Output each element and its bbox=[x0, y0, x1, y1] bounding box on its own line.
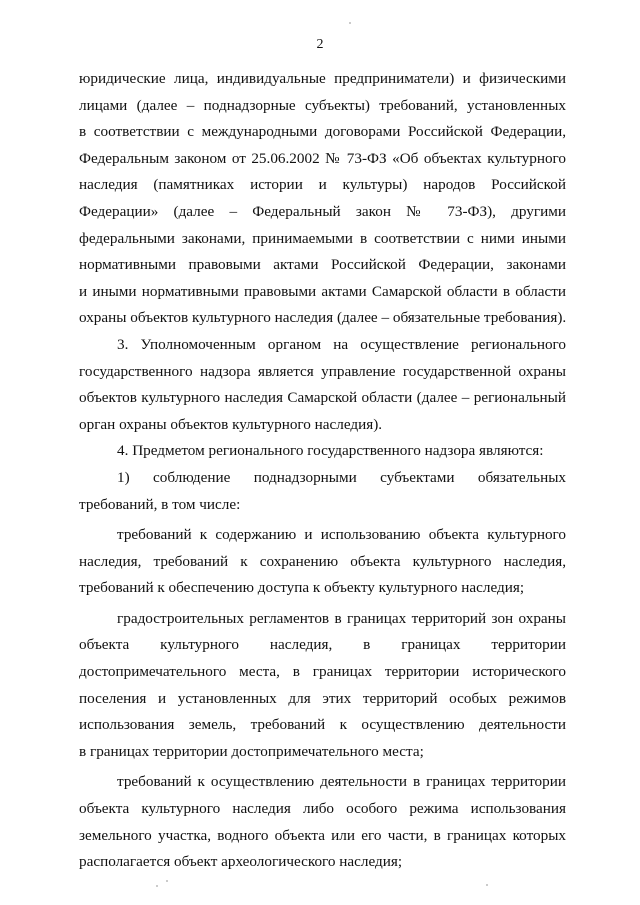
scan-artifact bbox=[349, 22, 351, 24]
paragraph-item-4 bbox=[79, 438, 566, 465]
paragraph-activity-requirements bbox=[79, 769, 566, 875]
text-line: требований к осуществлению деятельности в границах территории bbox=[117, 773, 566, 791]
text-line: в соответствии с международными договорами Российской Федерации, bbox=[79, 123, 566, 141]
text-line: лицами (далее – поднадзорные субъекты) требований, установленных bbox=[79, 96, 566, 114]
text-line: требований, в том числе: bbox=[79, 495, 241, 513]
text-line: располагается объект археологического наследия; bbox=[79, 853, 403, 871]
paragraph-continuation bbox=[79, 66, 566, 332]
paragraph-subitem-1 bbox=[79, 465, 566, 518]
text-line: федеральными законами, принимаемыми в соответствии с ними иными bbox=[79, 229, 566, 247]
text-line: в границах территории достопримечательного места; bbox=[79, 742, 424, 760]
text-line: 1) соблюдение поднадзорными субъектами обязательных bbox=[117, 468, 566, 486]
scan-artifact bbox=[166, 880, 168, 882]
page-number: 2 bbox=[316, 37, 324, 52]
text-line: земельного участка, водного объекта или его части, в границах которых bbox=[79, 826, 566, 844]
text-line: охраны объектов культурного наследия (далее – обязательные требования). bbox=[79, 309, 567, 327]
paragraph-maintenance-requirements bbox=[79, 522, 566, 602]
text-line: градостроительных регламентов в границах территорий зон охраны bbox=[117, 609, 566, 627]
text-line: объекта культурного наследия, в границах территории bbox=[79, 636, 566, 654]
text-line: нормативными правовыми актами Российской Федерации, законами bbox=[79, 256, 566, 274]
text-line: объектов культурного наследия Самарской области (далее – региональный bbox=[79, 389, 566, 407]
text-line: достопримечательного места, в границах территории исторического bbox=[79, 663, 566, 681]
text-line: использования земель, требований к осуществлению деятельности bbox=[79, 716, 566, 734]
paragraph-item-3 bbox=[79, 332, 566, 438]
text-line: 4. Предметом регионального государственного надзора являются: bbox=[117, 442, 544, 460]
text-line: наследия, требований к сохранению объекта культурного наследия, bbox=[79, 552, 566, 570]
scan-artifact bbox=[156, 885, 158, 887]
text-line: требований к обеспечению доступа к объекту культурного наследия; bbox=[79, 579, 525, 597]
text-line: поселения и установленных для этих территорий особых режимов bbox=[79, 689, 566, 707]
scan-artifact bbox=[486, 884, 488, 886]
text-line: Федерации» (далее – Федеральный закон № 73-ФЗ), другими bbox=[79, 202, 566, 220]
text-line: орган охраны объектов культурного наследия). bbox=[79, 415, 383, 433]
paragraph-urban-regulations bbox=[79, 606, 566, 766]
document-body bbox=[79, 66, 566, 876]
text-line: юридические лица, индивидуальные предприниматели) и физическими bbox=[79, 70, 566, 87]
text-line: Федеральным законом от 25.06.2002 № 73-ФЗ «Об объектах культурного bbox=[79, 149, 566, 167]
text-line: требований к содержанию и использованию объекта культурного bbox=[117, 526, 566, 544]
text-line: государственного надзора является управление государственной охраны bbox=[79, 362, 566, 380]
text-line: 3. Уполномоченным органом на осуществление регионального bbox=[117, 335, 566, 353]
text-line: и иными нормативными правовыми актами Самарской области в области bbox=[79, 282, 566, 300]
text-line: объекта культурного наследия либо особого режима использования bbox=[79, 800, 566, 818]
text-line: наследия (памятниках истории и культуры) народов Российской bbox=[79, 176, 566, 194]
